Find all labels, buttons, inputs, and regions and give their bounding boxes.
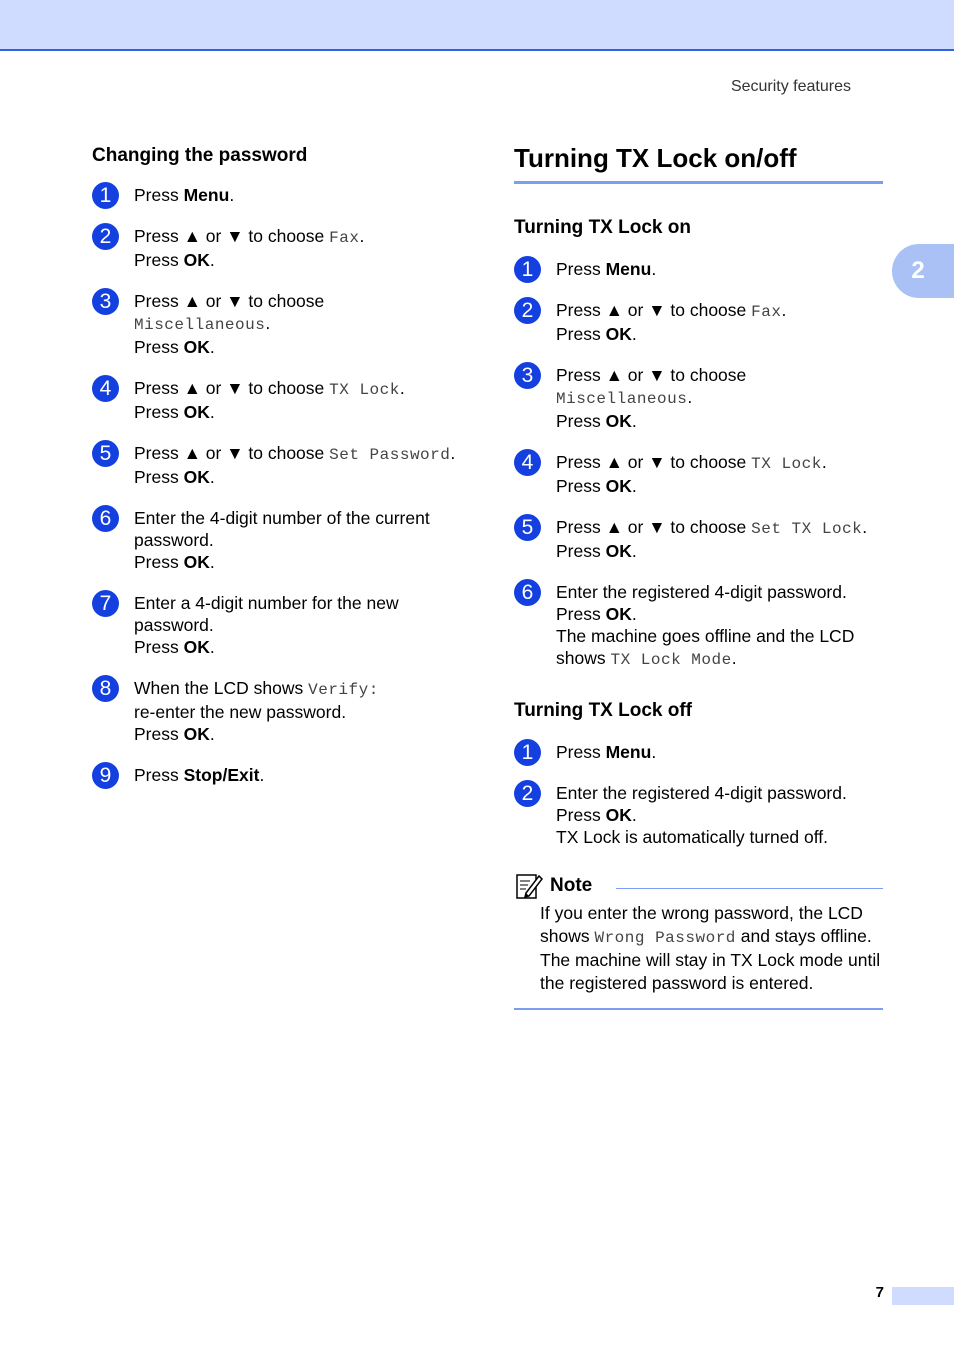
step-text: . [209, 724, 215, 744]
step-number: 6 [92, 505, 119, 532]
key-label: OK [183, 402, 210, 422]
step-number: 6 [514, 579, 541, 606]
step-text: . [821, 452, 827, 472]
note-rule [616, 888, 883, 889]
lcd-text: TX Lock Mode [610, 651, 732, 669]
step-text: Press ▲ or ▼ to choose [556, 452, 752, 472]
step-item [514, 782, 883, 848]
step-text: . [399, 378, 405, 398]
step-number: 3 [92, 288, 119, 315]
step-text: . [209, 337, 215, 357]
step-item [514, 364, 883, 432]
step-text: Press [134, 402, 184, 422]
step-item [92, 377, 482, 423]
step-text: Press ▲ or ▼ to choose [134, 226, 330, 246]
step-text: Press [556, 411, 606, 431]
step-item [514, 258, 883, 280]
step-item [514, 741, 883, 763]
right-column [514, 141, 883, 1010]
step-number: 5 [514, 514, 541, 541]
key-label: Menu [183, 185, 230, 205]
note-text: and stays offline. The machine will stay in TX Lock mode until the registered password is entered. [540, 925, 881, 994]
page-band [892, 1287, 954, 1305]
step-number: 7 [92, 590, 119, 617]
step-text: re-enter the new password. [134, 702, 347, 722]
step-text: . [450, 443, 456, 463]
step-item [514, 299, 883, 345]
step-text: When the LCD shows [134, 678, 309, 698]
step-text: Enter the registered 4-digit password. [556, 783, 847, 803]
step-text: Enter the 4-digit number of the current password. [134, 508, 430, 550]
step-text: . [631, 541, 637, 561]
lcd-text: Verify: [308, 681, 379, 699]
step-text: . [229, 185, 235, 205]
step-text: Press [134, 724, 184, 744]
step-item [92, 184, 482, 206]
step-item [514, 581, 883, 671]
note-bottom-rule [514, 1008, 883, 1010]
step-text: Press [556, 805, 606, 825]
step-text: . [259, 765, 265, 785]
step-item [92, 442, 482, 488]
step-item [92, 507, 482, 573]
step-text: . [359, 226, 365, 246]
step-number: 9 [92, 762, 119, 789]
page-title: Turning TX Lock on/off [514, 141, 883, 184]
step-text: . [209, 402, 215, 422]
step-text: . [209, 250, 215, 270]
step-text: Press [134, 467, 184, 487]
step-number: 2 [514, 297, 541, 324]
step-text: . [631, 324, 637, 344]
key-label: Menu [605, 742, 652, 762]
key-label: OK [605, 476, 632, 496]
key-label: OK [183, 467, 210, 487]
step-text: Press ▲ or ▼ to choose [134, 443, 330, 463]
key-label: OK [605, 805, 632, 825]
key-label: OK [605, 411, 632, 431]
step-text: Press [556, 742, 606, 762]
step-number: 5 [92, 440, 119, 467]
running-header: Security features [730, 78, 851, 95]
step-text: . [781, 300, 787, 320]
note-header [514, 870, 883, 902]
step-text: Press ▲ or ▼ to choose [556, 365, 747, 385]
step-item [92, 677, 482, 745]
step-text: Press ▲ or ▼ to choose [556, 300, 752, 320]
step-list [514, 258, 883, 671]
step-text: Press [556, 541, 606, 561]
step-text: . [209, 637, 215, 657]
chapter-tab: 2 [892, 244, 954, 298]
key-label: OK [605, 604, 632, 624]
step-text: The machine goes offline and the LCD shows [556, 626, 855, 668]
step-text: Press [556, 259, 606, 279]
lcd-text: TX Lock [329, 381, 400, 399]
step-text: . [631, 476, 637, 496]
step-item [92, 225, 482, 271]
step-text: . [651, 742, 657, 762]
step-item [92, 764, 482, 786]
step-text: . [862, 517, 868, 537]
section-heading: Changing the password [92, 145, 308, 166]
step-text: Press [134, 185, 184, 205]
left-column [92, 144, 482, 786]
note-box [514, 870, 883, 1010]
key-label: OK [183, 337, 210, 357]
step-item [92, 592, 482, 658]
step-text: . [631, 604, 637, 624]
step-text: Press [134, 637, 184, 657]
step-text: . [265, 313, 271, 333]
note-label: Note [550, 875, 593, 896]
step-text: Press ▲ or ▼ to choose [134, 291, 325, 311]
key-label: Menu [605, 259, 652, 279]
lcd-text: Miscellaneous [134, 316, 266, 334]
step-number: 4 [92, 375, 119, 402]
step-number: 2 [92, 223, 119, 250]
top-band [0, 0, 954, 51]
step-text: Press [556, 476, 606, 496]
step-number: 1 [92, 182, 119, 209]
step-number: 4 [514, 449, 541, 476]
key-label: Stop/Exit [183, 765, 260, 785]
step-text: Press [556, 604, 606, 624]
step-text: Press [134, 552, 184, 572]
step-text: TX Lock is automatically turned off. [556, 827, 829, 847]
step-text: Press [556, 324, 606, 344]
lcd-text: Miscellaneous [556, 390, 688, 408]
step-text: . [731, 648, 737, 668]
key-label: OK [605, 324, 632, 344]
step-list [92, 184, 482, 786]
note-body [514, 902, 883, 995]
note-text: If you enter the wrong password, the LCD shows [540, 903, 863, 946]
step-text: Press [134, 250, 184, 270]
lcd-text: TX Lock [751, 455, 822, 473]
step-text: Press [134, 337, 184, 357]
step-text: Press ▲ or ▼ to choose [556, 517, 752, 537]
lcd-text: Wrong Password [594, 928, 736, 947]
section-heading: Turning TX Lock off [514, 700, 693, 721]
note-pencil-icon [514, 871, 544, 901]
step-text: Enter a 4-digit number for the new password. [134, 593, 399, 635]
step-text: . [209, 467, 215, 487]
step-text: . [209, 552, 215, 572]
step-text: . [651, 259, 657, 279]
step-number: 1 [514, 256, 541, 283]
key-label: OK [183, 637, 210, 657]
lcd-text: Fax [329, 229, 360, 247]
step-list [514, 741, 883, 848]
step-item [514, 451, 883, 497]
key-label: OK [183, 724, 210, 744]
step-item [514, 516, 883, 562]
key-label: OK [183, 250, 210, 270]
step-text: . [631, 805, 637, 825]
key-label: OK [183, 552, 210, 572]
step-text: Press ▲ or ▼ to choose [134, 378, 330, 398]
step-text: Press [134, 765, 184, 785]
step-number: 3 [514, 362, 541, 389]
step-text: Enter the registered 4-digit password. [556, 582, 847, 602]
step-item [92, 290, 482, 358]
key-label: OK [605, 541, 632, 561]
lcd-text: Set TX Lock [751, 520, 863, 538]
step-number: 1 [514, 739, 541, 766]
page-number: 7 [875, 1284, 884, 1301]
step-text: . [631, 411, 637, 431]
lcd-text: Set Password [329, 446, 451, 464]
step-number: 8 [92, 675, 119, 702]
lcd-text: Fax [751, 303, 782, 321]
section-heading: Turning TX Lock on [514, 217, 691, 238]
step-number: 2 [514, 780, 541, 807]
step-text: . [687, 387, 693, 407]
